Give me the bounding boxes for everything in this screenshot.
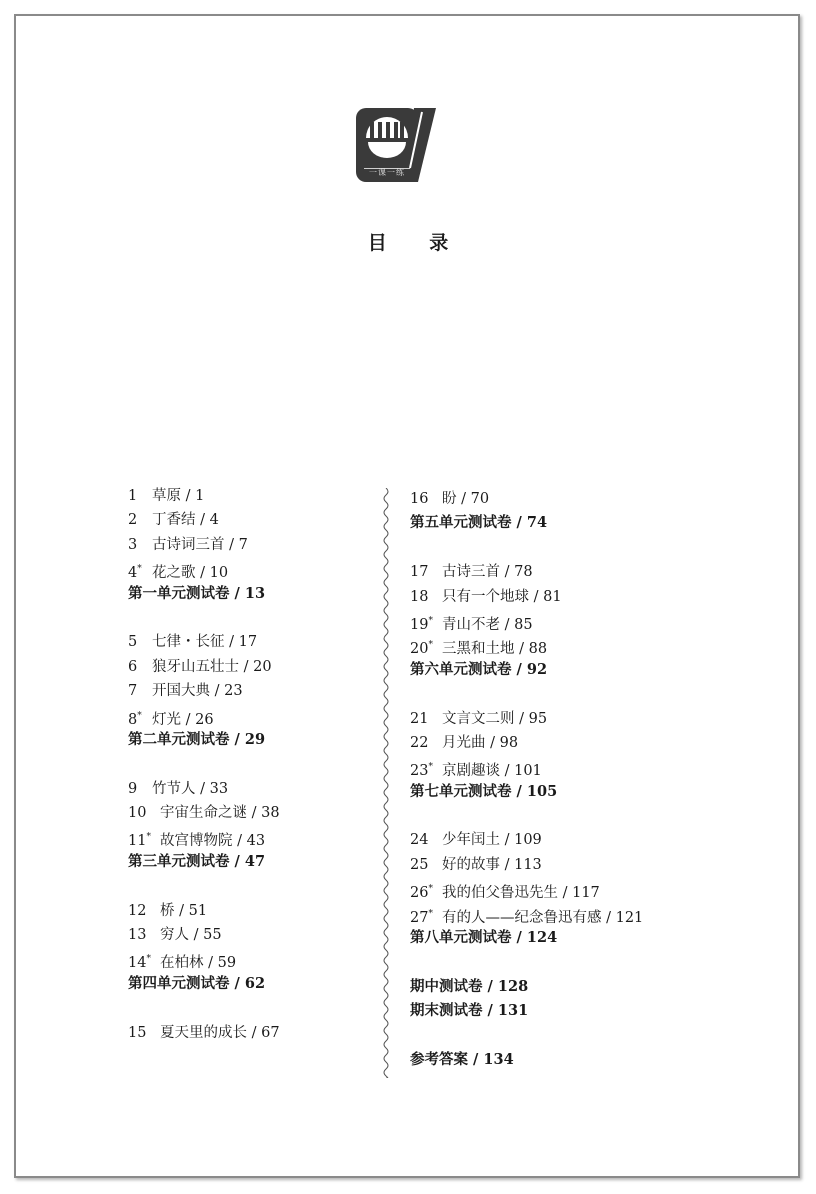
toc-entry-text: 文言文二则 / 95 bbox=[442, 710, 548, 727]
toc-lesson-entry[interactable] bbox=[128, 557, 378, 581]
toc-entry-text: 竹节人 / 33 bbox=[152, 780, 229, 797]
toc-entry-text: 古诗三首 / 78 bbox=[442, 564, 533, 581]
toc-lesson-entry[interactable] bbox=[128, 533, 378, 557]
lesson-number: 2 bbox=[128, 512, 138, 529]
toc-spacer bbox=[128, 996, 378, 1020]
toc-entry-text: 期中测试卷 / 128 bbox=[410, 977, 529, 995]
toc-entry-text: 开国大典 / 23 bbox=[152, 683, 243, 700]
logo-caption: 一课一练 bbox=[369, 168, 405, 177]
lesson-number: 13 bbox=[128, 927, 147, 944]
toc-entry-text: 三黑和土地 / 88 bbox=[442, 641, 548, 658]
optional-marker: * bbox=[428, 615, 433, 626]
toc-spacer bbox=[410, 536, 670, 560]
lesson-number: 6 bbox=[128, 658, 138, 675]
lesson-number: 22 bbox=[410, 734, 429, 751]
toc-entry-text: 第三单元测试卷 / 47 bbox=[128, 852, 266, 870]
toc-entry-text: 宇宙生命之谜 / 38 bbox=[160, 805, 280, 822]
toc-entry-text: 桥 / 51 bbox=[160, 902, 208, 919]
toc-section-entry[interactable] bbox=[410, 658, 670, 682]
toc-entry-text: 第二单元测试卷 / 29 bbox=[128, 730, 266, 748]
toc-lesson-entry[interactable] bbox=[128, 825, 378, 849]
toc-entry-text: 夏天里的成长 / 67 bbox=[160, 1024, 280, 1041]
toc-lesson-entry[interactable] bbox=[128, 508, 378, 532]
lesson-number: 7 bbox=[128, 683, 138, 700]
toc-lesson-entry[interactable] bbox=[128, 484, 378, 508]
toc-entry-text: 第一单元测试卷 / 13 bbox=[128, 584, 266, 602]
toc-entry-text: 第八单元测试卷 / 124 bbox=[410, 929, 558, 947]
toc-lesson-entry[interactable] bbox=[410, 853, 670, 877]
toc-section-entry[interactable] bbox=[410, 511, 670, 535]
toc-entry-text: 七律・长征 / 17 bbox=[152, 634, 258, 651]
toc-spacer bbox=[128, 752, 378, 776]
toc-lesson-entry[interactable] bbox=[128, 679, 378, 703]
optional-marker: * bbox=[428, 640, 433, 651]
toc-entry-text: 好的故事 / 113 bbox=[442, 856, 542, 873]
toc-entry-text: 参考答案 / 134 bbox=[410, 1050, 514, 1068]
optional-marker: * bbox=[428, 884, 433, 895]
toc-spacer bbox=[128, 874, 378, 898]
toc-lesson-entry[interactable] bbox=[410, 633, 670, 657]
toc-lesson-entry[interactable] bbox=[410, 707, 670, 731]
toc-entry-text: 我的伯父鲁迅先生 / 117 bbox=[442, 885, 600, 902]
toc-section-entry[interactable] bbox=[410, 926, 670, 950]
lesson-number: 21 bbox=[410, 710, 429, 727]
toc-lesson-entry[interactable] bbox=[128, 777, 378, 801]
toc-entry-text: 在柏林 / 59 bbox=[160, 955, 237, 972]
toc-section-entry[interactable] bbox=[410, 1048, 670, 1072]
toc-entry-text: 少年闰土 / 109 bbox=[442, 832, 542, 849]
toc-entry-text: 青山不老 / 85 bbox=[442, 616, 533, 633]
toc-entry-text: 第四单元测试卷 / 62 bbox=[128, 974, 266, 992]
lesson-number: 20* bbox=[410, 640, 433, 658]
lesson-number: 19* bbox=[410, 615, 433, 633]
page-title: 目 录 bbox=[367, 232, 467, 254]
optional-marker: * bbox=[146, 832, 151, 843]
toc-lesson-entry[interactable] bbox=[410, 828, 670, 852]
lesson-number: 15 bbox=[128, 1024, 147, 1041]
toc-entry-text: 月光曲 / 98 bbox=[442, 734, 519, 751]
toc-spacer bbox=[410, 1024, 670, 1048]
lesson-number: 1 bbox=[128, 488, 138, 504]
toc-entry-text: 期末测试卷 / 131 bbox=[410, 1002, 529, 1020]
toc-section-entry[interactable] bbox=[410, 780, 670, 804]
toc-lesson-entry[interactable] bbox=[128, 655, 378, 679]
toc-lesson-entry[interactable] bbox=[410, 902, 670, 926]
toc-lesson-entry[interactable] bbox=[128, 801, 378, 825]
toc-right-column bbox=[410, 487, 670, 1072]
toc-spacer bbox=[128, 606, 378, 630]
lesson-number: 8* bbox=[128, 710, 142, 728]
lesson-number: 11* bbox=[128, 832, 151, 850]
toc-entry-text: 花之歌 / 10 bbox=[152, 565, 229, 582]
lesson-number: 9 bbox=[128, 780, 138, 797]
lesson-number: 24 bbox=[410, 832, 429, 849]
toc-lesson-entry[interactable] bbox=[128, 704, 378, 728]
toc-entry-text: 狼牙山五壮士 / 20 bbox=[152, 658, 272, 675]
toc-entry-text: 第五单元测试卷 / 74 bbox=[410, 514, 548, 532]
lesson-number: 10 bbox=[128, 805, 147, 822]
lesson-number: 3 bbox=[128, 536, 138, 553]
toc-entry-text: 丁香结 / 4 bbox=[152, 512, 219, 529]
toc-entry-text: 穷人 / 55 bbox=[160, 927, 222, 944]
optional-marker: * bbox=[146, 954, 151, 965]
toc-entry-text: 盼 / 70 bbox=[442, 491, 490, 507]
toc-spacer bbox=[410, 682, 670, 706]
toc-section-entry[interactable] bbox=[128, 582, 378, 606]
toc-section-entry[interactable] bbox=[410, 975, 670, 999]
lesson-number: 17 bbox=[410, 564, 429, 581]
toc-section-entry[interactable] bbox=[128, 972, 378, 996]
toc-lesson-entry[interactable] bbox=[410, 731, 670, 755]
toc-lesson-entry[interactable] bbox=[128, 923, 378, 947]
toc-entry-text: 第七单元测试卷 / 105 bbox=[410, 782, 558, 800]
toc-entry-text: 第六单元测试卷 / 92 bbox=[410, 660, 548, 678]
toc-spacer bbox=[410, 804, 670, 828]
toc-entry-text: 灯光 / 26 bbox=[152, 711, 214, 728]
lesson-number: 18 bbox=[410, 588, 429, 605]
book-logo bbox=[356, 108, 436, 182]
toc-lesson-entry[interactable] bbox=[410, 755, 670, 779]
toc-section-entry[interactable] bbox=[410, 999, 670, 1023]
optional-marker: * bbox=[428, 908, 433, 919]
toc-section-entry[interactable] bbox=[128, 850, 378, 874]
toc-left-column bbox=[128, 484, 378, 1045]
toc-lesson-entry[interactable] bbox=[410, 487, 670, 511]
toc-lesson-entry[interactable] bbox=[410, 560, 670, 584]
toc-entry-text: 京剧趣谈 / 101 bbox=[442, 763, 542, 780]
toc-lesson-entry[interactable] bbox=[128, 1021, 378, 1045]
toc-lesson-entry[interactable] bbox=[128, 899, 378, 923]
optional-marker: * bbox=[137, 564, 142, 575]
toc-entry-text: 故宫博物院 / 43 bbox=[160, 833, 266, 850]
optional-marker: * bbox=[137, 710, 142, 721]
toc-entry-text: 草原 / 1 bbox=[152, 488, 205, 504]
wavy-divider bbox=[380, 488, 392, 1078]
lesson-number: 5 bbox=[128, 634, 138, 651]
toc-lesson-entry[interactable] bbox=[410, 877, 670, 901]
lesson-number: 26* bbox=[410, 884, 433, 902]
lesson-number: 23* bbox=[410, 762, 433, 780]
lesson-number: 4* bbox=[128, 564, 142, 582]
toc-entry-text: 只有一个地球 / 81 bbox=[442, 588, 562, 605]
toc-entry-text: 古诗词三首 / 7 bbox=[152, 536, 248, 553]
toc-section-entry[interactable] bbox=[128, 728, 378, 752]
lesson-number: 16 bbox=[410, 491, 429, 507]
toc-entry-text: 有的人——纪念鲁迅有感 / 121 bbox=[442, 909, 644, 926]
toc-lesson-entry[interactable] bbox=[128, 630, 378, 654]
toc-lesson-entry[interactable] bbox=[410, 609, 670, 633]
toc-spacer bbox=[410, 950, 670, 974]
optional-marker: * bbox=[428, 762, 433, 773]
lesson-number: 25 bbox=[410, 856, 429, 873]
toc-lesson-entry[interactable] bbox=[410, 585, 670, 609]
toc-lesson-entry[interactable] bbox=[128, 947, 378, 971]
lesson-number: 27* bbox=[410, 908, 433, 926]
lesson-number: 14* bbox=[128, 954, 151, 972]
lesson-number: 12 bbox=[128, 902, 147, 919]
